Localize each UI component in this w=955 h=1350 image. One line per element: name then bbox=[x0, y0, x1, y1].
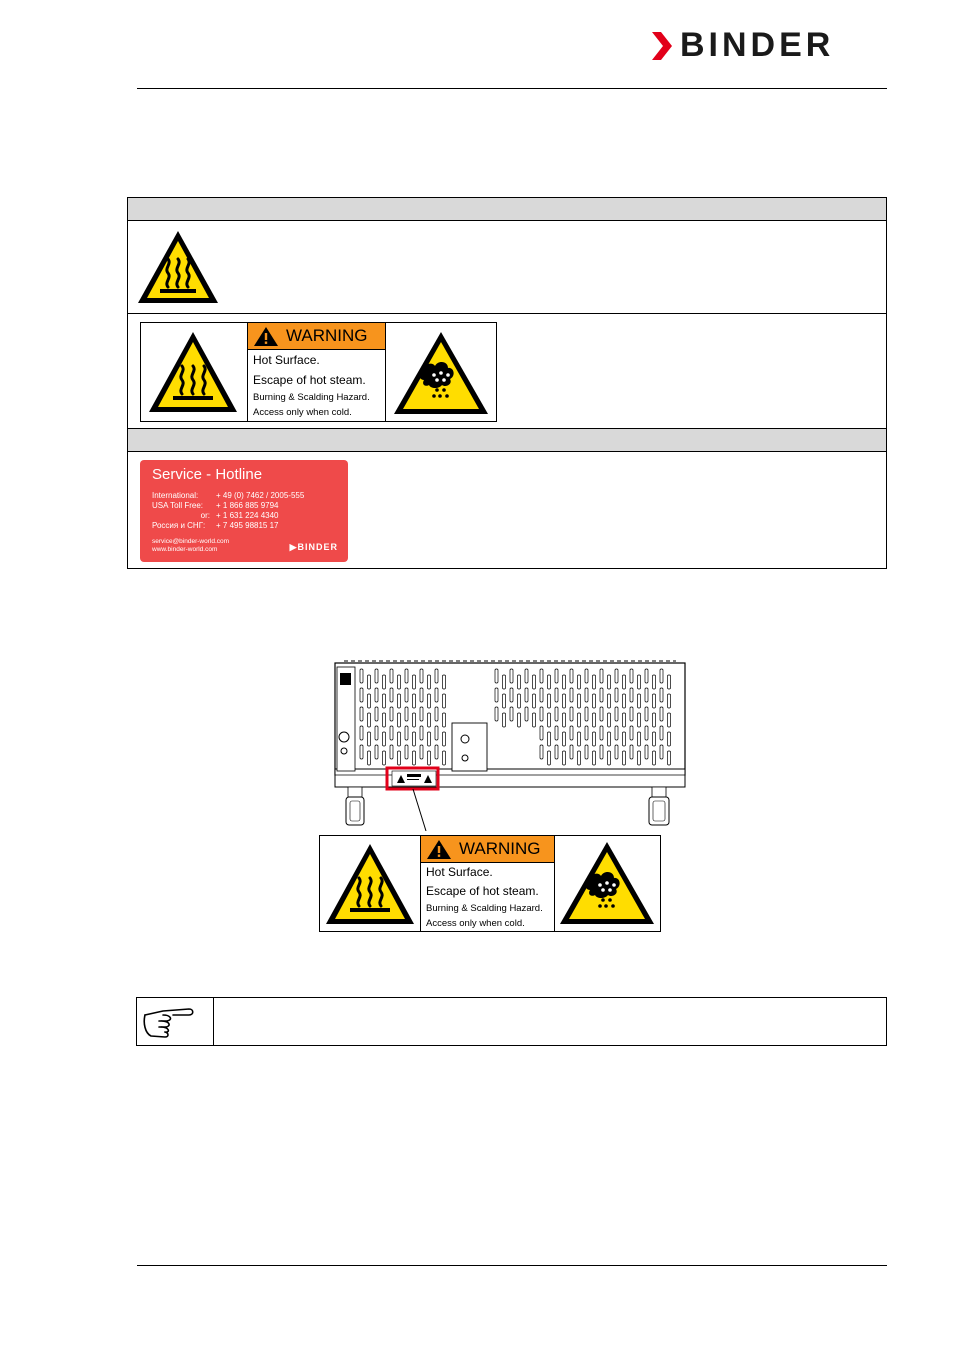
vent-slot bbox=[495, 688, 498, 702]
vent-slot bbox=[668, 751, 671, 765]
vent-slot bbox=[368, 713, 371, 727]
vent-slot bbox=[383, 694, 386, 708]
vent-slot bbox=[398, 732, 401, 746]
vent-slot bbox=[645, 688, 648, 702]
vent-slot bbox=[645, 726, 648, 740]
vent-slot bbox=[443, 732, 446, 746]
warning-line-hazard: Burning & Scalding Hazard. bbox=[253, 392, 370, 403]
vent-slot bbox=[600, 707, 603, 721]
vent-slot bbox=[570, 688, 573, 702]
vent-slot bbox=[503, 675, 506, 689]
vent-slot bbox=[413, 751, 416, 765]
vent-slot bbox=[435, 707, 438, 721]
table-rule bbox=[128, 220, 886, 221]
warning-header bbox=[421, 836, 554, 863]
vent-slot bbox=[638, 675, 641, 689]
vent-slot bbox=[548, 732, 551, 746]
vent-slot bbox=[518, 713, 521, 727]
device-rear-view-drawing bbox=[334, 659, 686, 831]
vent-slot bbox=[533, 713, 536, 727]
vent-slot bbox=[495, 669, 498, 683]
warning-label-detail bbox=[319, 835, 661, 932]
vent-slot bbox=[518, 694, 521, 708]
vent-slot bbox=[368, 732, 371, 746]
vent-slot bbox=[653, 694, 656, 708]
vent-slot bbox=[653, 713, 656, 727]
vent-slot bbox=[368, 675, 371, 689]
vent-slot bbox=[405, 745, 408, 759]
hot-surface-icon bbox=[147, 330, 239, 414]
warning-line-hot-steam: Escape of hot steam. bbox=[426, 884, 539, 898]
vent-slot bbox=[413, 732, 416, 746]
vent-slot bbox=[615, 707, 618, 721]
vent-slot bbox=[668, 732, 671, 746]
vent-slot bbox=[593, 675, 596, 689]
vent-slot bbox=[420, 745, 423, 759]
vent-slot bbox=[428, 713, 431, 727]
vent-slot bbox=[443, 751, 446, 765]
vent-slot bbox=[443, 675, 446, 689]
vent-slot bbox=[615, 688, 618, 702]
vent-slot bbox=[645, 707, 648, 721]
vent-slot bbox=[548, 675, 551, 689]
vent-slot bbox=[660, 707, 663, 721]
vent-slot bbox=[405, 688, 408, 702]
vent-slot bbox=[420, 726, 423, 740]
vent-slot bbox=[623, 732, 626, 746]
vent-slot bbox=[585, 745, 588, 759]
vent-slot bbox=[383, 713, 386, 727]
vent-slot bbox=[435, 726, 438, 740]
service-hotline-label bbox=[140, 460, 348, 562]
vent-slot bbox=[570, 726, 573, 740]
vent-slot bbox=[443, 713, 446, 727]
vent-slot bbox=[375, 745, 378, 759]
vent-slot bbox=[360, 688, 363, 702]
warning-triangle-icon bbox=[426, 839, 452, 860]
table-rule bbox=[128, 451, 886, 452]
vent-slot bbox=[638, 694, 641, 708]
vent-slot bbox=[540, 745, 543, 759]
vent-slot bbox=[398, 713, 401, 727]
vent-slot bbox=[608, 713, 611, 727]
hotline-row-key: International: bbox=[152, 491, 199, 500]
vent-slot bbox=[623, 675, 626, 689]
vent-slot bbox=[653, 751, 656, 765]
vent-slot bbox=[435, 745, 438, 759]
vent-slot bbox=[375, 669, 378, 683]
hotline-row-key: or: bbox=[200, 511, 210, 520]
table-rule bbox=[128, 313, 886, 314]
hotline-row-value: + 49 (0) 7462 / 2005-555 bbox=[216, 491, 305, 500]
vent-slot bbox=[383, 751, 386, 765]
vent-slot bbox=[555, 669, 558, 683]
hotline-row bbox=[152, 501, 279, 510]
vent-slot bbox=[570, 745, 573, 759]
vent-slot bbox=[428, 732, 431, 746]
vent-slot bbox=[420, 707, 423, 721]
vent-slot bbox=[570, 669, 573, 683]
vent-slot bbox=[428, 675, 431, 689]
vent-slot bbox=[548, 751, 551, 765]
warning-line-hazard: Burning & Scalding Hazard. bbox=[426, 903, 543, 914]
hotline-row-key: USA Toll Free: bbox=[152, 501, 203, 510]
vent-slot bbox=[383, 732, 386, 746]
vent-slot bbox=[443, 694, 446, 708]
vent-slot bbox=[660, 688, 663, 702]
vent-slot bbox=[638, 713, 641, 727]
vent-slot bbox=[540, 726, 543, 740]
vent-slot bbox=[390, 745, 393, 759]
vent-slot bbox=[578, 713, 581, 727]
vent-slot bbox=[390, 726, 393, 740]
vent-slot bbox=[360, 707, 363, 721]
vent-slot bbox=[375, 726, 378, 740]
warning-line-hot-surface: Hot Surface. bbox=[253, 353, 320, 367]
vent-slot bbox=[608, 732, 611, 746]
hotline-title: Service - Hotline bbox=[152, 466, 263, 483]
vent-slot bbox=[668, 675, 671, 689]
footer-rule bbox=[137, 1265, 887, 1266]
vent-slot bbox=[630, 745, 633, 759]
vent-slot bbox=[608, 694, 611, 708]
vent-slot bbox=[600, 688, 603, 702]
hotline-email: service@binder-world.com bbox=[152, 538, 230, 545]
vent-slot bbox=[390, 669, 393, 683]
vent-slot bbox=[653, 732, 656, 746]
hot-surface-icon bbox=[324, 842, 416, 926]
vent-slot bbox=[555, 726, 558, 740]
vent-slot bbox=[548, 694, 551, 708]
vent-slot bbox=[645, 669, 648, 683]
header-rule bbox=[137, 88, 887, 89]
vent-slot bbox=[600, 669, 603, 683]
vent-slot bbox=[578, 751, 581, 765]
warning-header bbox=[248, 323, 385, 350]
vent-slot bbox=[608, 675, 611, 689]
note-icon-cell bbox=[137, 998, 214, 1045]
vent-slot bbox=[593, 732, 596, 746]
vent-slot bbox=[360, 726, 363, 740]
vent-slot bbox=[570, 707, 573, 721]
vent-slot bbox=[623, 751, 626, 765]
vent-slot bbox=[435, 669, 438, 683]
vent-slot bbox=[630, 669, 633, 683]
note-box bbox=[136, 997, 887, 1046]
vent-slot bbox=[630, 688, 633, 702]
vent-slot bbox=[608, 751, 611, 765]
labels-table bbox=[127, 197, 887, 569]
vent-slot bbox=[390, 688, 393, 702]
hotline-brand-text: BINDER bbox=[297, 542, 338, 552]
hotline-row bbox=[152, 491, 304, 500]
vent-slot bbox=[525, 669, 528, 683]
vent-slot bbox=[510, 669, 513, 683]
vent-slot bbox=[405, 726, 408, 740]
warning-label bbox=[140, 322, 497, 422]
vent-slot bbox=[428, 751, 431, 765]
vent-slot bbox=[563, 732, 566, 746]
vent-slot bbox=[510, 688, 513, 702]
vent-slot bbox=[585, 726, 588, 740]
vent-slot bbox=[540, 707, 543, 721]
vent-slot bbox=[398, 694, 401, 708]
vent-slot bbox=[623, 713, 626, 727]
hot-steam-icon bbox=[558, 840, 656, 926]
warning-line-hot-steam: Escape of hot steam. bbox=[253, 373, 366, 387]
table-band-middle bbox=[128, 429, 886, 451]
vent-slot bbox=[368, 751, 371, 765]
vent-slot bbox=[503, 713, 506, 727]
vent-slot bbox=[555, 745, 558, 759]
vent-slot bbox=[540, 688, 543, 702]
hotline-row bbox=[152, 521, 279, 530]
vent-slot bbox=[660, 669, 663, 683]
hotline-row bbox=[152, 511, 279, 520]
vent-slot bbox=[375, 688, 378, 702]
vent-slot bbox=[383, 675, 386, 689]
vent-slot bbox=[510, 707, 513, 721]
vent-slot bbox=[653, 675, 656, 689]
vent-slot bbox=[585, 707, 588, 721]
vent-slot bbox=[615, 669, 618, 683]
vent-slot bbox=[615, 745, 618, 759]
vent-slot bbox=[555, 688, 558, 702]
vent-slot bbox=[435, 688, 438, 702]
logo-wordmark: BINDER bbox=[680, 26, 835, 64]
vent-slot bbox=[593, 713, 596, 727]
vent-slot bbox=[413, 675, 416, 689]
vent-slot bbox=[578, 675, 581, 689]
vent-slot bbox=[630, 707, 633, 721]
vent-slot bbox=[585, 669, 588, 683]
hot-steam-icon bbox=[392, 330, 490, 416]
vent-slot bbox=[638, 732, 641, 746]
vent-slot bbox=[503, 694, 506, 708]
warning-line-access: Access only when cold. bbox=[253, 407, 352, 418]
vent-slot bbox=[405, 669, 408, 683]
warning-header-text: WARNING bbox=[459, 839, 541, 858]
vent-slot bbox=[563, 694, 566, 708]
vent-slot bbox=[585, 688, 588, 702]
vent-slot bbox=[398, 675, 401, 689]
vent-slot bbox=[405, 707, 408, 721]
vent-slot bbox=[645, 745, 648, 759]
vent-slot bbox=[555, 707, 558, 721]
warning-header-text: WARNING bbox=[286, 326, 368, 345]
vent-slot bbox=[540, 669, 543, 683]
hotline-brand bbox=[290, 542, 338, 553]
vent-slot bbox=[360, 669, 363, 683]
vent-slot bbox=[563, 751, 566, 765]
vent-slot bbox=[428, 694, 431, 708]
hot-surface-icon bbox=[136, 229, 220, 305]
vent-slot bbox=[525, 707, 528, 721]
vent-slot bbox=[600, 745, 603, 759]
vent-slot bbox=[593, 751, 596, 765]
vent-slot bbox=[660, 745, 663, 759]
warning-line-hot-surface: Hot Surface. bbox=[426, 865, 493, 879]
vent-slot bbox=[368, 694, 371, 708]
vent-slot bbox=[420, 688, 423, 702]
warning-triangle-icon bbox=[253, 326, 279, 347]
vent-slot bbox=[525, 688, 528, 702]
binder-logo-mark-icon bbox=[652, 32, 674, 60]
vent-slot bbox=[420, 669, 423, 683]
binder-logo bbox=[652, 26, 888, 64]
vent-slot bbox=[360, 745, 363, 759]
vent-slot bbox=[660, 726, 663, 740]
pointing-hand-icon bbox=[141, 1003, 203, 1041]
vent-slot bbox=[413, 694, 416, 708]
vent-slot bbox=[518, 675, 521, 689]
vent-slot bbox=[398, 751, 401, 765]
vent-slot bbox=[563, 675, 566, 689]
hotline-row-value: + 1 631 224 4340 bbox=[216, 511, 279, 520]
hotline-row-value: + 7 495 98815 17 bbox=[216, 521, 279, 530]
vent-slot bbox=[548, 713, 551, 727]
vent-slot bbox=[578, 732, 581, 746]
vent-slot bbox=[413, 713, 416, 727]
vent-slot bbox=[638, 751, 641, 765]
vent-slot bbox=[668, 694, 671, 708]
hotline-row-key: Россия и СНГ: bbox=[152, 521, 206, 530]
vent-slot bbox=[623, 694, 626, 708]
vent-slot bbox=[630, 726, 633, 740]
hotline-brand-mark-icon: ▶ bbox=[289, 542, 298, 552]
vent-slot bbox=[533, 675, 536, 689]
vent-slot bbox=[495, 707, 498, 721]
vent-slot bbox=[600, 726, 603, 740]
vent-slot bbox=[563, 713, 566, 727]
vent-slot bbox=[615, 726, 618, 740]
vent-slot bbox=[578, 694, 581, 708]
hotline-row-value: + 1 866 885 9794 bbox=[216, 501, 279, 510]
vent-slot bbox=[593, 694, 596, 708]
hotline-web: www.binder-world.com bbox=[152, 546, 218, 553]
table-band-top bbox=[128, 198, 886, 220]
vent-slot bbox=[668, 713, 671, 727]
vent-slot bbox=[533, 694, 536, 708]
vent-slot bbox=[375, 707, 378, 721]
vent-slot bbox=[390, 707, 393, 721]
warning-line-access: Access only when cold. bbox=[426, 918, 525, 929]
